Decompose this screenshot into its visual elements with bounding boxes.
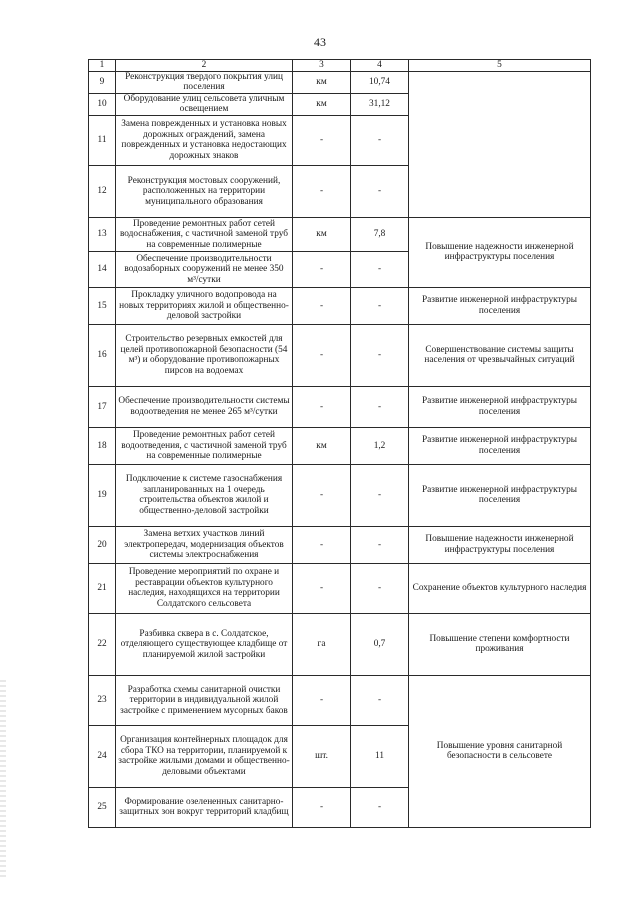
row-number: 20: [89, 526, 116, 563]
row-number: 13: [89, 217, 116, 251]
value-cell: 31,12: [351, 93, 409, 115]
measures-table: [88, 59, 591, 828]
value-cell: 0,7: [351, 613, 409, 675]
unit-cell: га: [293, 613, 351, 675]
result-cell-empty: [409, 71, 591, 217]
measure-name: Формирование озелененных санитарно-защитных зон вокруг территорий кладбищ: [116, 787, 293, 827]
measure-name: Реконструкция мостовых сооружений, расположенных на территории муниципального образования: [116, 165, 293, 217]
row-number: 23: [89, 675, 116, 725]
measure-name: Подключение к системе газоснабжения запланированных на 1 очередь строительства объектов жилой и общественно-деловой застройки: [116, 464, 293, 526]
unit-cell: -: [293, 165, 351, 217]
row-number: 10: [89, 93, 116, 115]
measure-name: Разбивка сквера в с. Солдатское, отделяющего существующее кладбище от планируемой жилой застройки: [116, 613, 293, 675]
table-row: [89, 563, 591, 613]
unit-cell: -: [293, 115, 351, 165]
row-number: 12: [89, 165, 116, 217]
page-number: 43: [314, 35, 326, 49]
scan-binding-edge: [0, 680, 6, 880]
table-row: [89, 324, 591, 386]
unit-cell: -: [293, 787, 351, 827]
value-cell: -: [351, 526, 409, 563]
value-cell: 11: [351, 725, 409, 787]
measure-name: Проведение ремонтных работ сетей водоснабжения, с частичной заменой труб на современные полимерные: [116, 217, 293, 251]
unit-cell: км: [293, 71, 351, 93]
table-row: [89, 675, 591, 725]
result-cell: Сохранение объектов культурного наследия: [409, 563, 591, 613]
table-row: [89, 287, 591, 324]
measure-name: Проведение ремонтных работ сетей водоотведения, с частичной заменой труб на современные полимерные: [116, 427, 293, 464]
result-cell: Повышение степени комфортности проживания: [409, 613, 591, 675]
value-cell: -: [351, 386, 409, 427]
measure-name: Замена ветхих участков линий электропередач, модернизация объектов системы электроснабжения: [116, 526, 293, 563]
row-number: 18: [89, 427, 116, 464]
table-row: [89, 386, 591, 427]
measure-name: Строительство резервных емкостей для целей противопожарной безопасности (54 м³) и оборудование противопожарных пирсов на водоемах: [116, 324, 293, 386]
table-row: [89, 613, 591, 675]
unit-cell: -: [293, 563, 351, 613]
row-number: 24: [89, 725, 116, 787]
header-cell: 3: [293, 60, 351, 72]
unit-cell: -: [293, 526, 351, 563]
unit-cell: -: [293, 324, 351, 386]
header-cell: 5: [409, 60, 591, 72]
value-cell: 10,74: [351, 71, 409, 93]
table-row: [89, 217, 591, 251]
value-cell: -: [351, 787, 409, 827]
unit-cell: -: [293, 464, 351, 526]
unit-cell: км: [293, 217, 351, 251]
row-number: 19: [89, 464, 116, 526]
result-cell: Повышение надежности инженерной инфраструктуры поселения: [409, 526, 591, 563]
unit-cell: км: [293, 93, 351, 115]
row-number: 25: [89, 787, 116, 827]
unit-cell: км: [293, 427, 351, 464]
measure-name: Обеспечение производительности системы водоотведения не менее 265 м³/сутки: [116, 386, 293, 427]
header-cell: 1: [89, 60, 116, 72]
measure-name: Оборудование улиц сельсовета уличным освещением: [116, 93, 293, 115]
unit-cell: -: [293, 386, 351, 427]
row-number: 14: [89, 251, 116, 287]
row-number: 16: [89, 324, 116, 386]
value-cell: -: [351, 251, 409, 287]
row-number: 17: [89, 386, 116, 427]
measure-name: Реконструкция твердого покрытия улиц поселения: [116, 71, 293, 93]
value-cell: -: [351, 464, 409, 526]
measure-name: Разработка схемы санитарной очистки территории в индивидуальной жилой застройке с применением мусорных баков: [116, 675, 293, 725]
measure-name: Прокладку уличного водопровода на новых территориях жилой и общественно-деловой застройки: [116, 287, 293, 324]
table-row: [89, 427, 591, 464]
result-cell: Совершенствование системы защиты населения от чрезвычайных ситуаций: [409, 324, 591, 386]
result-cell: Развитие инженерной инфраструктуры поселения: [409, 427, 591, 464]
value-cell: 7,8: [351, 217, 409, 251]
header-cell: 4: [351, 60, 409, 72]
measure-name: Обеспечение производительности водозаборных сооружений не менее 350 м³/сутки: [116, 251, 293, 287]
value-cell: -: [351, 115, 409, 165]
result-cell: Развитие инженерной инфраструктуры поселения: [409, 287, 591, 324]
unit-cell: -: [293, 287, 351, 324]
result-cell: Развитие инженерной инфраструктуры поселения: [409, 464, 591, 526]
table-header-row: [89, 60, 591, 72]
value-cell: -: [351, 287, 409, 324]
header-cell: 2: [116, 60, 293, 72]
row-number: 22: [89, 613, 116, 675]
table-row: [89, 526, 591, 563]
value-cell: -: [351, 563, 409, 613]
measure-name: Организация контейнерных площадок для сбора ТКО на территории, планируемой к застройке жилыми домами и общественно-деловыми объектами: [116, 725, 293, 787]
value-cell: -: [351, 324, 409, 386]
table-row: [89, 71, 591, 93]
row-number: 11: [89, 115, 116, 165]
result-cell: Повышение надежности инженерной инфраструктуры поселения: [409, 217, 591, 287]
unit-cell: -: [293, 675, 351, 725]
result-cell: Развитие инженерной инфраструктуры поселения: [409, 386, 591, 427]
result-cell: Повышение уровня санитарной безопасности в сельсовете: [409, 675, 591, 827]
measure-name: Замена поврежденных и установка новых дорожных ограждений, замена поврежденных и установка недостающих дорожных знаков: [116, 115, 293, 165]
unit-cell: -: [293, 251, 351, 287]
measure-name: Проведение мероприятий по охране и реставрации объектов культурного наследия, находящихся на территории Солдатского сельсовета: [116, 563, 293, 613]
unit-cell: шт.: [293, 725, 351, 787]
value-cell: -: [351, 675, 409, 725]
table-row: [89, 464, 591, 526]
row-number: 21: [89, 563, 116, 613]
row-number: 15: [89, 287, 116, 324]
row-number: 9: [89, 71, 116, 93]
value-cell: -: [351, 165, 409, 217]
value-cell: 1,2: [351, 427, 409, 464]
